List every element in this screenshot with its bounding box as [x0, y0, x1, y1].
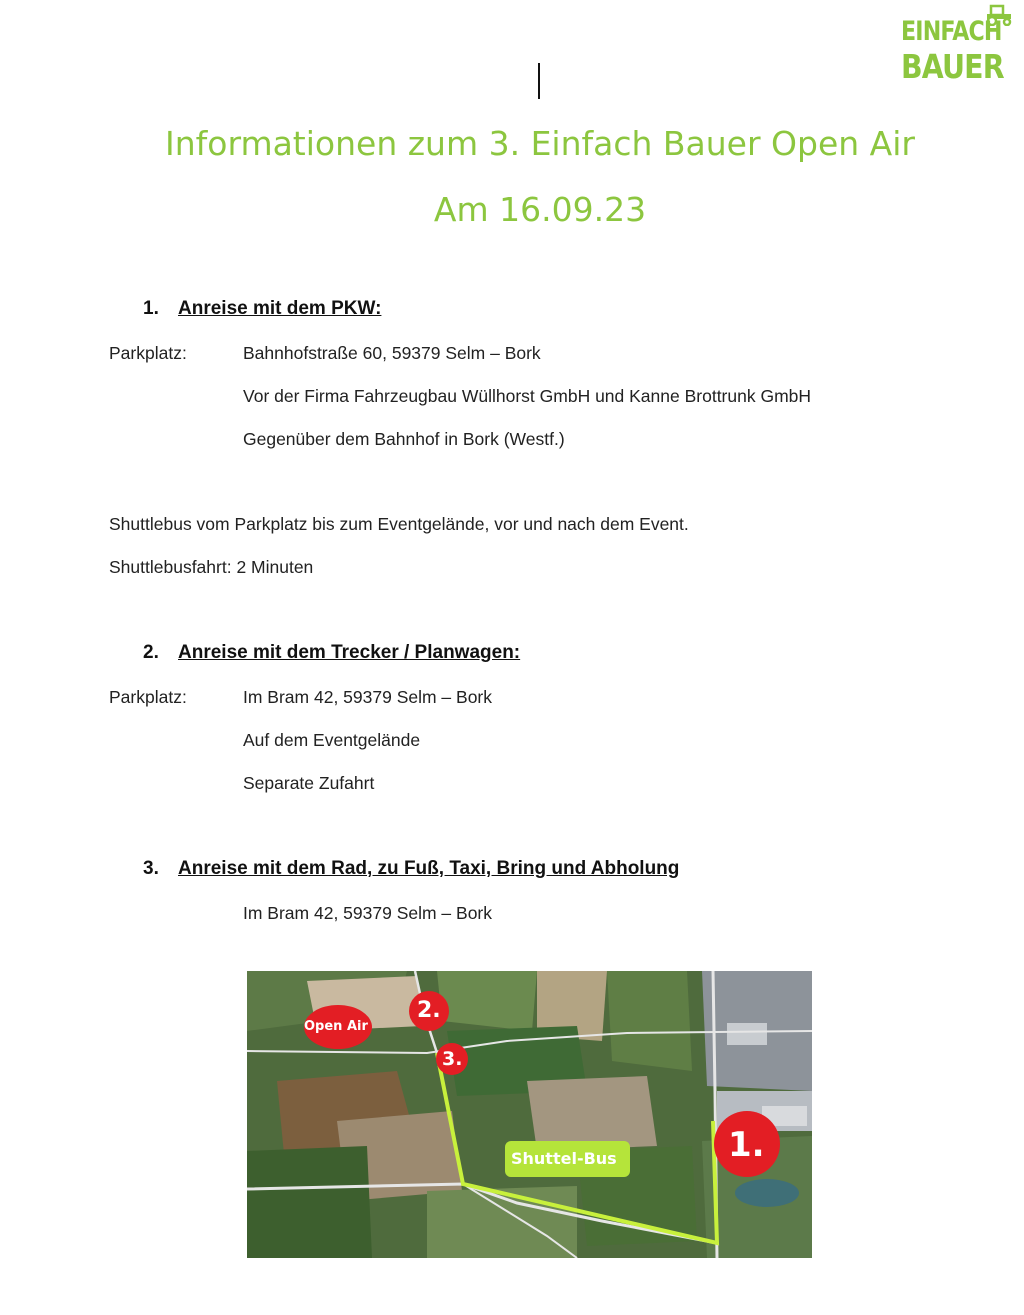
section-title: Anreise mit dem Trecker / Planwagen:	[178, 642, 521, 663]
text-cursor	[538, 63, 540, 99]
section-number: 3.	[143, 858, 159, 879]
shuttle-duration: Shuttlebusfahrt: 2 Minuten	[109, 557, 314, 577]
section-2-heading	[143, 642, 520, 664]
page-subtitle-date: Am 16.09.23	[433, 190, 647, 229]
section-title: Anreise mit dem Rad, zu Fuß, Taxi, Bring und Abholung	[178, 858, 680, 879]
map-background	[247, 971, 812, 1258]
parking-label: Parkplatz:	[109, 343, 187, 363]
address-line: Im Bram 42, 59379 Selm – Bork	[243, 903, 492, 923]
address-line: Gegenüber dem Bahnhof in Bork (Westf.)	[243, 429, 565, 449]
logo-line-2: BAUER	[901, 47, 1004, 86]
logo-line-1: EINFACH	[901, 16, 1002, 47]
address-line: Im Bram 42, 59379 Selm – Bork	[243, 687, 492, 707]
section-number: 2.	[143, 642, 159, 663]
marker-3-label: 3.	[442, 1048, 463, 1070]
address-line: Vor der Firma Fahrzeugbau Wüllhorst GmbH und Kanne Brottrunk GmbH	[243, 386, 812, 406]
open-air-label: Open Air	[304, 1019, 368, 1034]
einfach-bauer-logo	[897, 4, 1019, 90]
section-1-heading	[143, 298, 381, 320]
marker-2-label: 2.	[417, 998, 441, 1023]
section-3-heading	[143, 858, 679, 880]
location-map	[247, 971, 812, 1258]
parking-label: Parkplatz:	[109, 687, 187, 707]
shuttle-note: Shuttlebus vom Parkplatz bis zum Eventgelände, vor und nach dem Event.	[109, 514, 689, 534]
marker-1-label: 1.	[728, 1125, 765, 1165]
shuttle-bus-label: Shuttel-Bus	[511, 1149, 617, 1168]
page-title: Informationen zum 3. Einfach Bauer Open Air	[165, 124, 915, 163]
address-line: Auf dem Eventgelände	[243, 730, 421, 750]
section-title: Anreise mit dem PKW:	[178, 298, 382, 319]
address-line: Separate Zufahrt	[243, 773, 375, 793]
address-line: Bahnhofstraße 60, 59379 Selm – Bork	[243, 343, 541, 363]
section-number: 1.	[143, 298, 159, 319]
